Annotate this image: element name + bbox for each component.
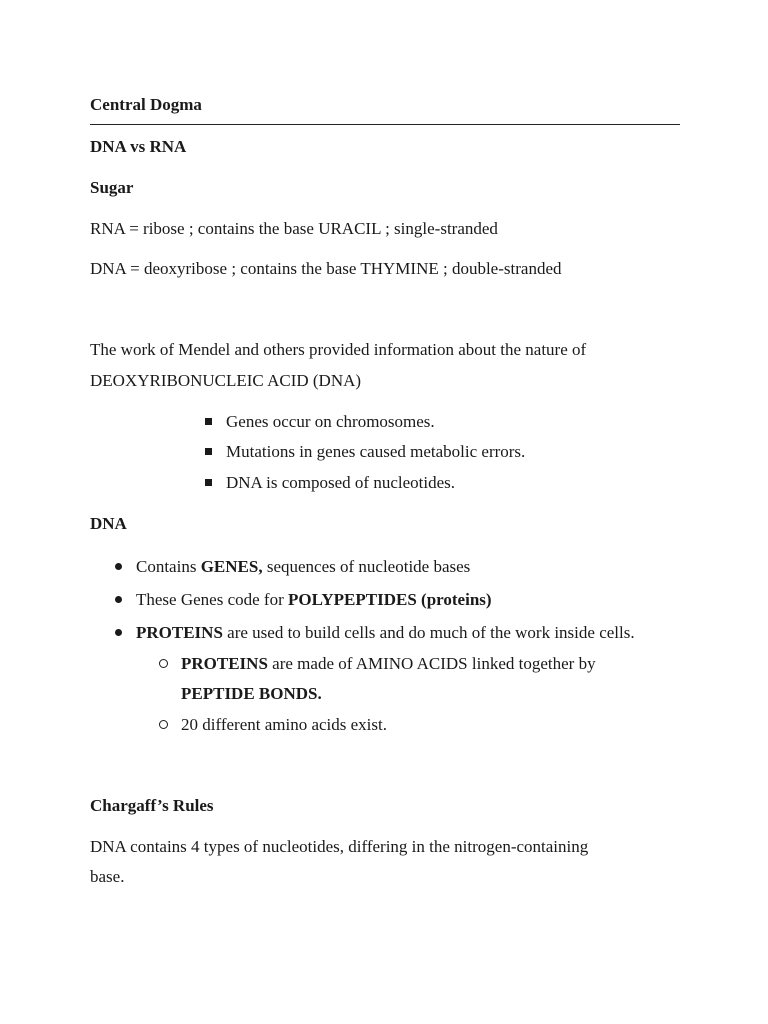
square-bullet-icon (205, 418, 212, 425)
sub-list-item-continuation: PEPTIDE BONDS. (181, 684, 322, 703)
list-item: DNA is composed of nucleotides. (226, 473, 455, 492)
list-item: Genes occur on chromosomes. (226, 412, 435, 431)
section-title-chargaff: Chargaff’s Rules (90, 796, 214, 815)
mendel-paragraph-line2: DEOXYRIBONUCLEIC ACID (DNA) (90, 371, 362, 390)
list-item (136, 556, 470, 578)
chargaff-paragraph-line1: DNA contains 4 types of nucleotides, differing in the nitrogen-containing (90, 837, 589, 856)
item-bold-text: PROTEINS (181, 654, 268, 673)
item-text: sequences of nucleotide bases (262, 557, 471, 576)
item-text: are made of AMINO ACIDS linked together by (267, 654, 596, 673)
page-heading: Central Dogma (90, 95, 202, 114)
rna-definition: RNA = ribose ; contains the base URACIL ; single-stranded (90, 219, 498, 238)
sub-list-item (181, 653, 596, 675)
square-bullet-icon (205, 479, 212, 486)
item-text: These Genes code for (136, 590, 288, 609)
bullet-icon (115, 563, 122, 570)
circle-bullet-icon (159, 720, 168, 729)
square-bullet-icon (205, 448, 212, 455)
item-bold-text: PROTEINS (136, 623, 223, 642)
mendel-paragraph-line1: The work of Mendel and others provided information about the nature of (90, 340, 587, 359)
heading-rule (90, 124, 680, 125)
section-title-dna-vs-rna: DNA vs RNA (90, 137, 187, 156)
item-bold-text: GENES, (200, 557, 263, 576)
chargaff-paragraph-line2: base. (90, 867, 125, 886)
item-text: are used to build cells and do much of the work inside cells. (222, 623, 635, 642)
list-item (136, 622, 635, 644)
sub-list-item: 20 different amino acids exist. (181, 715, 387, 734)
list-item (136, 589, 492, 611)
dna-definition: DNA = deoxyribose ; contains the base THYMINE ; double-stranded (90, 259, 562, 278)
circle-bullet-icon (159, 659, 168, 668)
bullet-icon (115, 596, 122, 603)
item-bold-text: POLYPEPTIDES (proteins) (288, 590, 492, 609)
item-text: Contains (136, 557, 201, 576)
section-title-dna: DNA (90, 514, 127, 533)
bullet-icon (115, 629, 122, 636)
subsection-title-sugar: Sugar (90, 178, 134, 197)
list-item: Mutations in genes caused metabolic errors. (226, 442, 526, 461)
